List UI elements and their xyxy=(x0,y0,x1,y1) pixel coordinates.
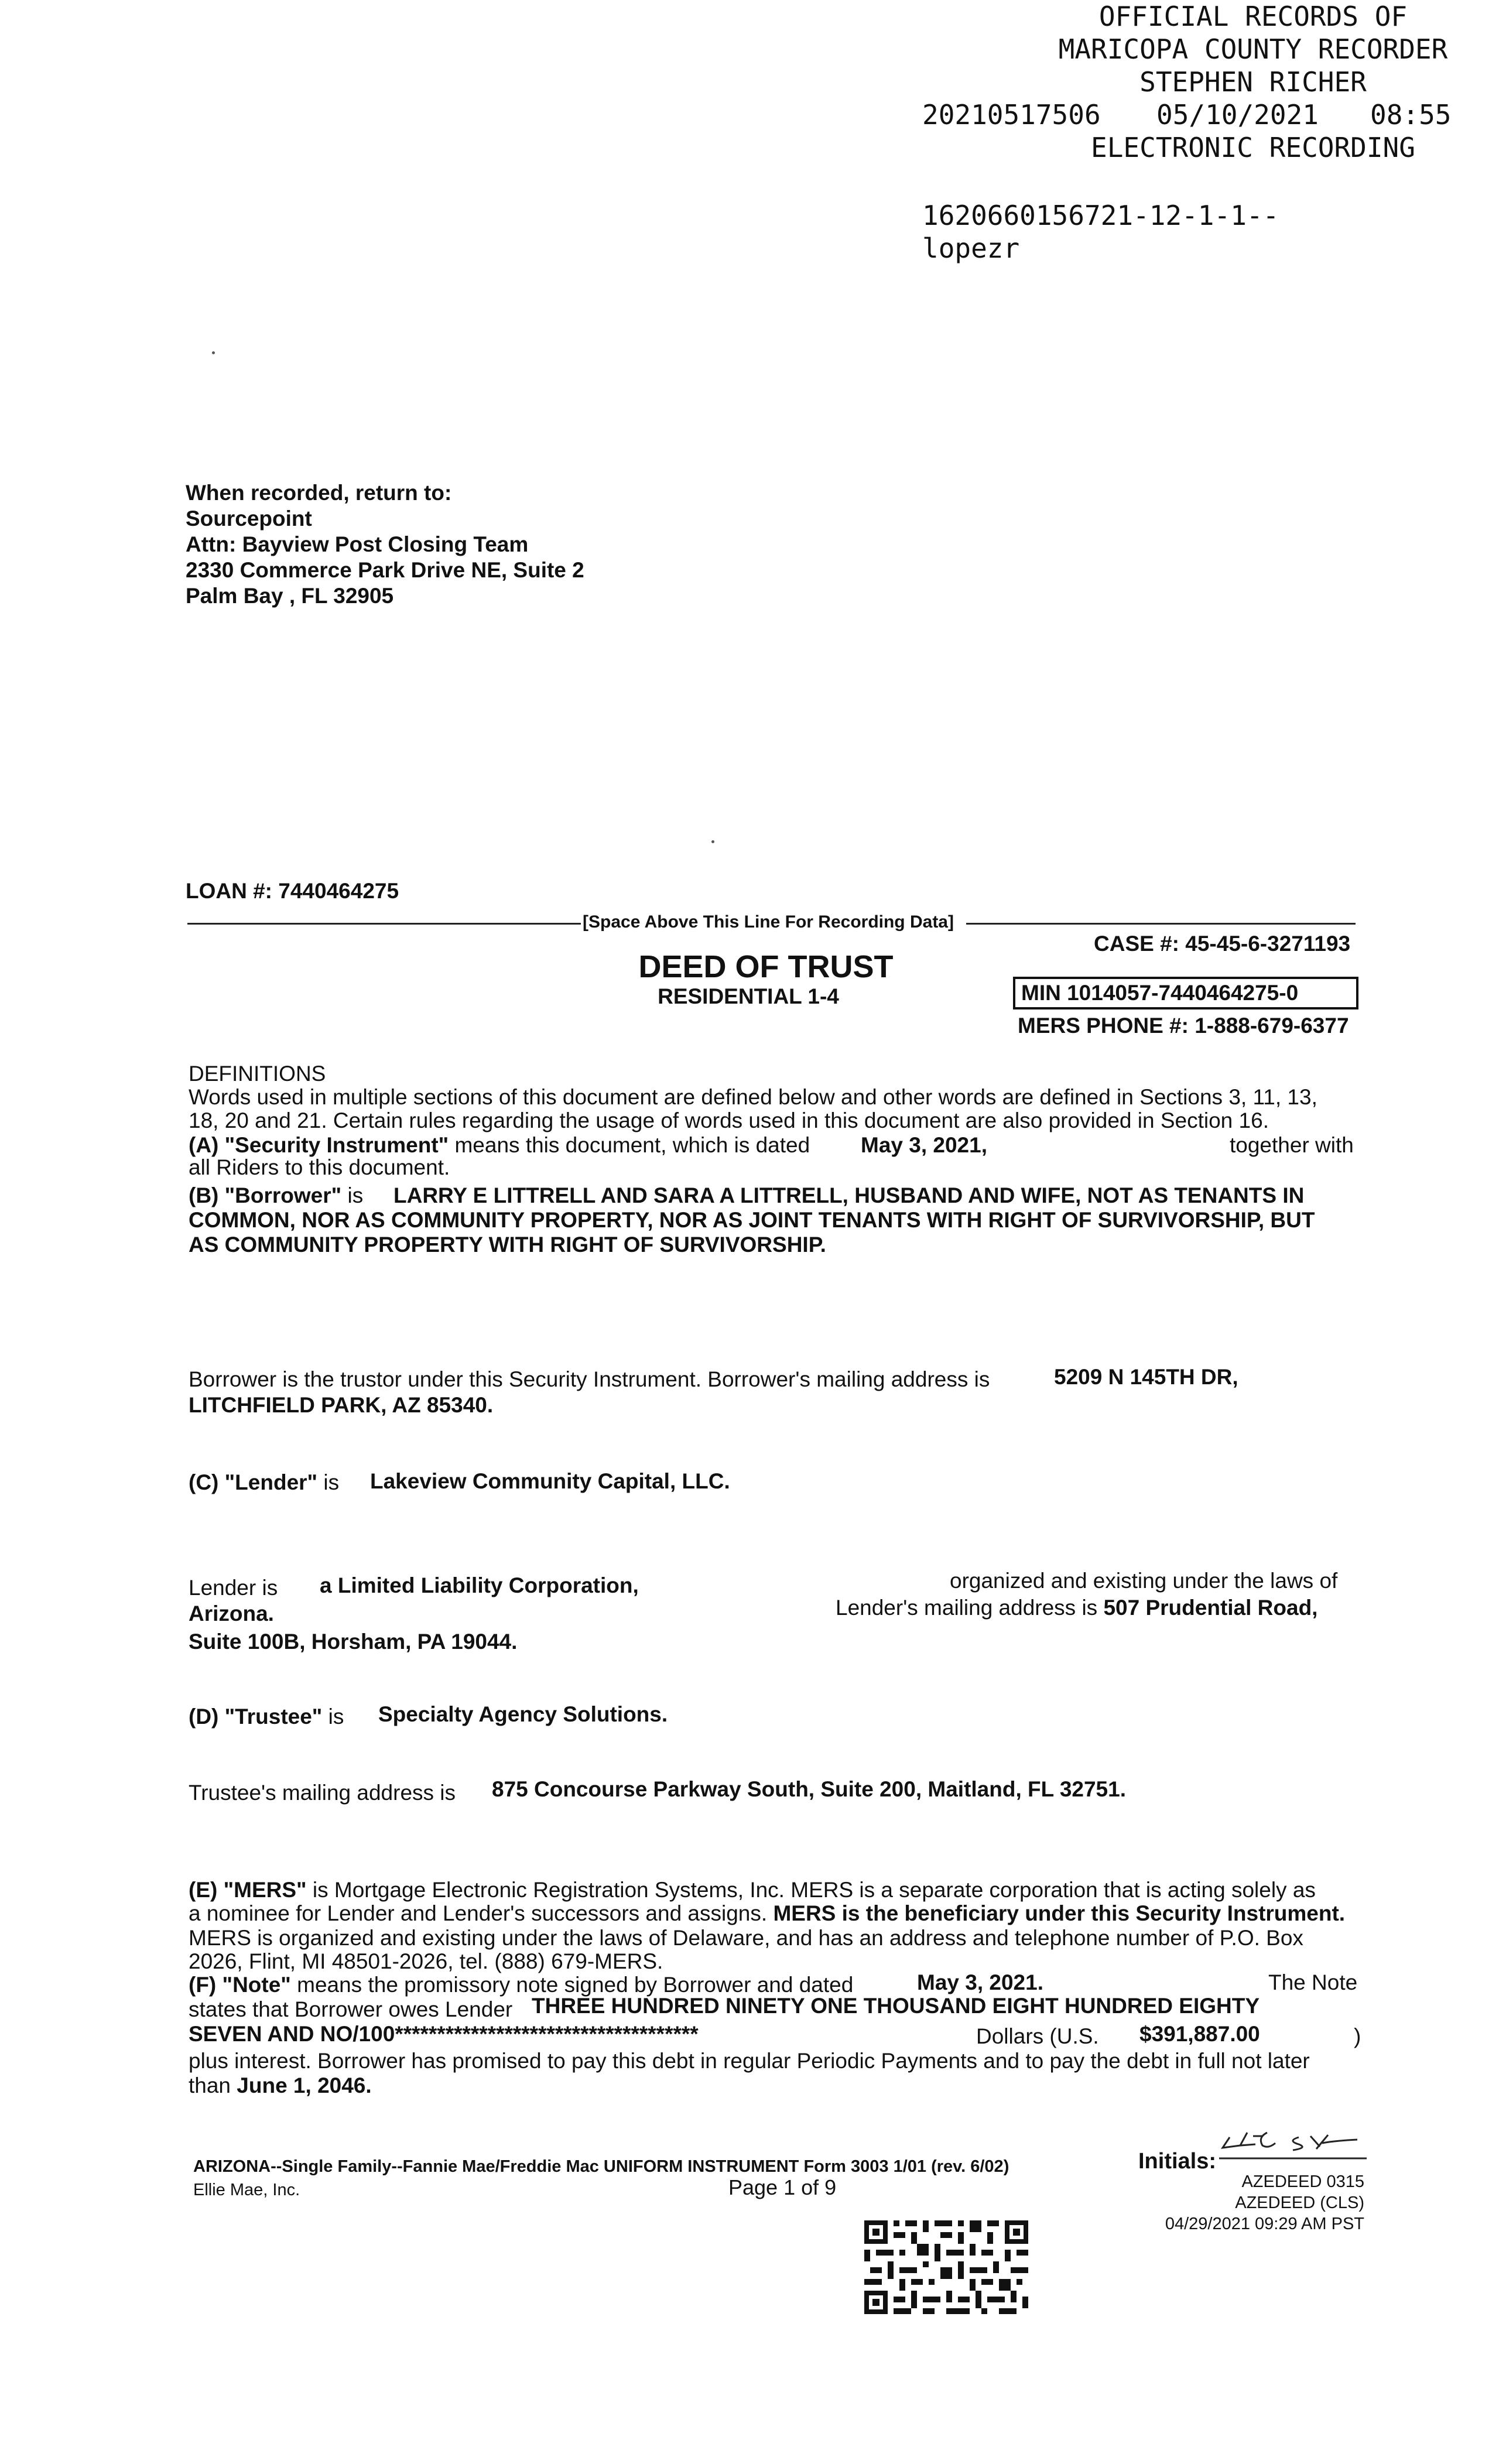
security-instrument-date: May 3, 2021, xyxy=(861,1133,987,1157)
dollars-label: Dollars (U.S. xyxy=(976,2024,1099,2048)
loan-number xyxy=(186,878,399,904)
loan-amount-words-2 xyxy=(189,2021,699,2047)
case-number xyxy=(1094,931,1350,957)
definition-e-line-1 xyxy=(189,1877,1365,1903)
recording-doc-number: 20210517506 xyxy=(922,99,1101,131)
recording-time: 08:55 xyxy=(1370,99,1452,131)
recording-line-2: MARICOPA COUNTY RECORDER xyxy=(1058,33,1448,65)
scan-speck xyxy=(212,351,215,354)
return-to-attn: Attn: Bayview Post Closing Team xyxy=(186,532,529,556)
definition-c xyxy=(189,1470,339,1495)
recorder-name: STEPHEN RICHER xyxy=(1139,66,1367,98)
page-number: Page 1 of 9 xyxy=(728,2175,837,2199)
maturity-date: June 1, 2046. xyxy=(237,2073,372,2097)
loan-value: 7440464275 xyxy=(278,879,399,903)
form-code-1: AZEDEED 0315 xyxy=(1241,2172,1364,2191)
barcode-icon xyxy=(864,2220,1028,2314)
recording-user: lopezr xyxy=(922,232,1020,264)
note-date: May 3, 2021. xyxy=(917,1970,1043,1994)
mers-phone-value: 1-888-679-6377 xyxy=(1195,1014,1349,1038)
definition-b-label: (B) "Borrower" xyxy=(189,1183,342,1207)
vendor: Ellie Mae, Inc. xyxy=(193,2181,300,2199)
trustee-address: 875 Concourse Parkway South, Suite 200, Maitland, FL 32751. xyxy=(492,1777,1126,1801)
min-label: MIN xyxy=(1021,981,1061,1005)
loan-amount-words-2-text: SEVEN AND NO/100* xyxy=(189,2022,403,2046)
trustee-address-label: Trustee's mailing address is xyxy=(189,1781,456,1805)
definition-e-line-3: MERS is organized and existing under the laws of Delaware, and has an address and telephone number of P.O. Box xyxy=(189,1926,1303,1950)
footer-timestamp: 04/29/2021 09:29 AM PST xyxy=(1165,2215,1364,2233)
definition-d-is: is xyxy=(328,1705,344,1729)
return-to-city: Palm Bay , FL 32905 xyxy=(186,584,394,608)
form-identifier: ARIZONA--Single Family--Fannie Mae/Freddie Mac UNIFORM INSTRUMENT Form 3003 1/01 (rev. 6/02) xyxy=(193,2157,1009,2176)
definition-d-label: (D) "Trustee" xyxy=(189,1705,323,1729)
recording-line-1: OFFICIAL RECORDS OF xyxy=(1098,1,1408,32)
loan-amount-paren: ) xyxy=(1354,2024,1361,2048)
divider-right xyxy=(966,923,1356,925)
loan-label: LOAN #: xyxy=(186,879,272,903)
definition-f-line-4: plus interest. Borrower has promised to pay this debt in regular Periodic Payments and to pay the debt in full not later xyxy=(189,2049,1310,2073)
definition-e-line-2a: a nominee for Lender and Lender's successors and assigns. xyxy=(189,1901,768,1925)
trustee-name: Specialty Agency Solutions. xyxy=(378,1702,668,1726)
definition-b-is: is xyxy=(347,1183,364,1207)
min-value: 1014057-7440464275-0 xyxy=(1067,981,1299,1005)
document-subtitle: RESIDENTIAL 1-4 xyxy=(658,984,839,1008)
return-to-street: 2330 Commerce Park Drive NE, Suite 2 xyxy=(186,558,584,582)
definitions-heading: DEFINITIONS xyxy=(189,1062,326,1086)
definition-a-text: means this document, which is dated xyxy=(454,1133,810,1157)
lender-organized: organized and existing under the laws of xyxy=(950,1569,1338,1593)
form-code-2: AZEDEED (CLS) xyxy=(1235,2193,1364,2212)
borrower-names-2: COMMON, NOR AS COMMUNITY PROPERTY, NOR AS JOINT TENANTS WITH RIGHT OF SURVIVORSHIP, BUT xyxy=(189,1208,1315,1232)
trustor-text: Borrower is the trustor under this Security Instrument. Borrower's mailing address is xyxy=(189,1367,990,1391)
lender-address-2: Suite 100B, Horsham, PA 19044. xyxy=(189,1630,518,1654)
document-title: DEED OF TRUST xyxy=(638,949,894,984)
definition-b xyxy=(189,1183,363,1209)
loan-amount-words-1: THREE HUNDRED NINETY ONE THOUSAND EIGHT HUNDRED EIGHTY xyxy=(532,1994,1260,2018)
definition-a-label: (A) "Security Instrument" xyxy=(189,1133,449,1157)
loan-amount-stars: *********************************** xyxy=(403,2022,699,2046)
lender-name: Lakeview Community Capital, LLC. xyxy=(370,1469,730,1493)
loan-amount: $391,887.00 xyxy=(1139,2022,1260,2046)
return-to-label: When recorded, return to: xyxy=(186,481,452,505)
divider-left xyxy=(187,923,581,925)
definition-e-line-2b: MERS is the beneficiary under this Security Instrument. xyxy=(773,1901,1346,1925)
lender-state: Arizona. xyxy=(189,1601,274,1625)
definition-e-line-2 xyxy=(189,1901,1365,1926)
definition-d xyxy=(189,1704,344,1730)
lender-type: a Limited Liability Corporation, xyxy=(320,1573,639,1597)
mers-phone-label: MERS PHONE #: xyxy=(1018,1014,1189,1038)
initials-signature-icon xyxy=(1217,2120,1369,2167)
definition-e-text: is Mortgage Electronic Registration Systems, Inc. MERS is a separate corporation that is acting solely as xyxy=(312,1878,1316,1902)
definition-c-label: (C) "Lender" xyxy=(189,1470,318,1494)
maturity xyxy=(189,2073,372,2099)
definition-c-is: is xyxy=(323,1470,340,1494)
borrower-names-3: AS COMMUNITY PROPERTY WITH RIGHT OF SURVIVORSHIP. xyxy=(189,1233,826,1257)
borrower-address-1: 5209 N 145TH DR, xyxy=(1054,1365,1238,1389)
initials-label: Initials: xyxy=(1138,2149,1217,2174)
definition-f-tail: The Note xyxy=(1268,1970,1358,1994)
lender-is: Lender is xyxy=(189,1576,278,1600)
definitions-intro-2: 18, 20 and 21. Certain rules regarding the usage of words used in this document are also provided in Section 16. xyxy=(189,1108,1269,1132)
definition-f-line-2a: states that Borrower owes Lender xyxy=(189,1997,513,2021)
borrower-address-2: LITCHFIELD PARK, AZ 85340. xyxy=(189,1393,494,1417)
maturity-label: than xyxy=(189,2073,231,2097)
min-box xyxy=(1013,977,1358,1009)
lender-mailing xyxy=(836,1595,1317,1621)
lender-mailing-label: Lender's mailing address is xyxy=(836,1596,1098,1620)
recording-id: 1620660156721-12-1-1-- xyxy=(922,200,1279,231)
definition-e-label: (E) "MERS" xyxy=(189,1878,307,1902)
definitions-intro-1: Words used in multiple sections of this document are defined below and other words are defined in Sections 3, 11, 13, xyxy=(189,1085,1317,1109)
definition-a-tail: together with xyxy=(1230,1133,1354,1157)
recording-date: 05/10/2021 xyxy=(1156,99,1319,131)
space-above-line-label: [Space Above This Line For Recording Data] xyxy=(583,912,954,932)
case-value: 45-45-6-3271193 xyxy=(1185,932,1351,956)
lender-address-1: 507 Prudential Road, xyxy=(1103,1596,1318,1620)
definition-f-label: (F) "Note" xyxy=(189,1973,291,1997)
case-label: CASE #: xyxy=(1094,932,1179,956)
mers-phone xyxy=(1018,1013,1349,1039)
scan-speck xyxy=(711,840,714,843)
definition-a-line-2: all Riders to this document. xyxy=(189,1155,450,1179)
definition-e-line-4: 2026, Flint, MI 48501-2026, tel. (888) 679-MERS. xyxy=(189,1949,663,1973)
borrower-names-1: LARRY E LITTRELL AND SARA A LITTRELL, HUSBAND AND WIFE, NOT AS TENANTS IN xyxy=(393,1183,1305,1207)
return-to-name: Sourcepoint xyxy=(186,507,312,531)
recording-type: ELECTRONIC RECORDING xyxy=(1091,132,1415,163)
definition-f-text: means the promissory note signed by Borrower and dated xyxy=(297,1973,854,1997)
